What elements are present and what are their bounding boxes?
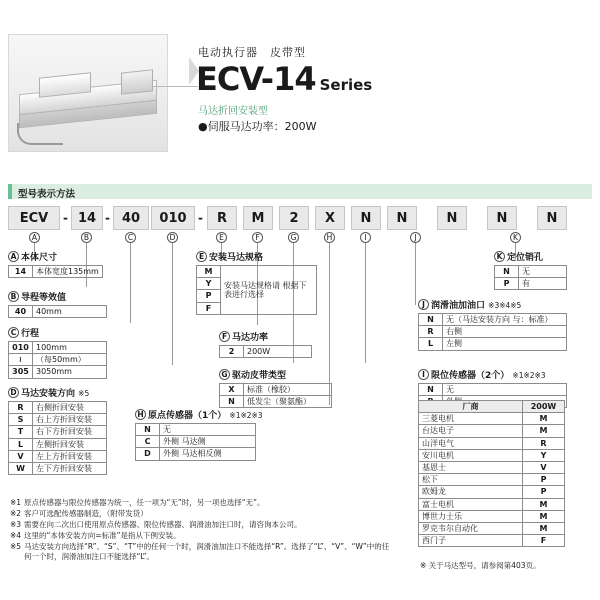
col-header-maker: 厂商 xyxy=(419,401,523,413)
table-body-size xyxy=(8,265,103,278)
badge-e: E xyxy=(196,251,207,262)
cell-desc: 标准（橡胶） xyxy=(244,384,332,396)
table-row xyxy=(220,396,332,408)
badge-b: B xyxy=(8,291,19,302)
code-cell-lead: 40 xyxy=(113,206,149,230)
block-f-title: 马达功率 xyxy=(232,333,269,343)
cell-code: M xyxy=(523,425,565,437)
table-grease-port xyxy=(418,313,567,351)
table-row xyxy=(136,436,256,448)
table-row xyxy=(419,338,567,350)
cell-code: M xyxy=(523,413,565,425)
table-row xyxy=(419,384,567,396)
code-key-a: A xyxy=(29,232,40,243)
block-j-note: ※3※4※5 xyxy=(488,301,522,310)
cell-desc: 无（马达安装方向 与：标准） xyxy=(443,314,567,326)
table-row xyxy=(9,426,107,438)
table-row xyxy=(419,535,565,547)
cell-code: P xyxy=(523,486,565,498)
table-maker-list xyxy=(418,400,565,547)
table-row xyxy=(495,278,567,290)
footnote-text: 客户可选配传感器制造，（附带发货） xyxy=(24,508,148,518)
table-row xyxy=(419,522,565,534)
code-cell-grease-port: N xyxy=(437,206,467,230)
cell-code: F xyxy=(523,535,565,547)
cell-code: 14 xyxy=(9,266,33,278)
block-d-note: ※5 xyxy=(78,389,90,398)
cell-desc: 左侧 xyxy=(443,338,567,350)
block-motor-direction xyxy=(8,386,107,475)
block-h-note: ※1※2※3 xyxy=(229,411,263,420)
cell-code: V xyxy=(9,450,33,462)
table-header-row xyxy=(419,401,565,413)
code-cell-size: 14 xyxy=(71,206,103,230)
cell-desc: 右侧折回安装 xyxy=(33,402,107,414)
block-maker-list xyxy=(418,400,565,547)
block-k-title: 定位销孔 xyxy=(507,253,544,263)
cell-desc: 外侧 马达相反侧 xyxy=(160,448,256,460)
code-key-d: D xyxy=(167,232,178,243)
cell-desc: （每50mm） xyxy=(33,354,107,366)
table-row xyxy=(9,266,103,278)
badge-k: K xyxy=(494,251,505,262)
cell-code: N xyxy=(419,384,443,396)
code-key-j: J xyxy=(410,232,421,243)
actuator-motor-block xyxy=(121,69,153,94)
header-subtitle: 电动执行器 皮带型 xyxy=(198,46,306,59)
code-cell-pin-hole: N xyxy=(537,206,567,230)
connector-j xyxy=(415,243,416,305)
cell-code: W xyxy=(9,462,33,474)
cell-code: F xyxy=(197,302,221,314)
model-code-keys xyxy=(8,232,592,246)
cell-code: Y xyxy=(197,278,221,290)
cell-code: R xyxy=(523,437,565,449)
page-header xyxy=(0,0,600,172)
footnote-3 xyxy=(10,520,390,531)
block-c-title: 行程 xyxy=(21,329,40,339)
footnote-mark: ※4 xyxy=(10,530,22,540)
footnote-mark: ※1 xyxy=(10,498,22,507)
code-cell-limit-sensor: N xyxy=(387,206,417,230)
table-row xyxy=(419,437,565,449)
cell-code: 305 xyxy=(9,366,33,378)
page-title-series: Series xyxy=(319,76,373,94)
table-row xyxy=(419,498,565,510)
cell-desc: 安装马达规格请 根据下表进行选择 xyxy=(221,266,317,315)
code-key-e: E xyxy=(216,232,227,243)
cell-code: L xyxy=(9,438,33,450)
block-g-title: 驱动皮带类型 xyxy=(232,371,287,381)
table-row xyxy=(419,449,565,461)
block-body-size xyxy=(8,250,103,278)
block-d-title: 马达安装方向 xyxy=(21,389,76,399)
cell-code: R xyxy=(419,326,443,338)
code-cell-motor-spec: M xyxy=(243,206,273,230)
page-title-main: ECV-14 xyxy=(196,60,316,98)
code-cell-belt: X xyxy=(315,206,345,230)
cell-desc: 40mm xyxy=(33,306,107,318)
code-cell-ecv: ECV xyxy=(8,206,60,230)
table-row xyxy=(9,354,107,366)
table-row xyxy=(9,306,107,318)
cell-maker: 山洋电气 xyxy=(419,437,523,449)
table-row xyxy=(419,474,565,486)
connector-i xyxy=(365,243,366,363)
table-row xyxy=(419,326,567,338)
badge-j: J xyxy=(418,299,429,310)
cell-maker: 松下 xyxy=(419,474,523,486)
cell-code: N xyxy=(220,396,244,408)
table-pin-hole xyxy=(494,265,567,290)
cell-desc: 无 xyxy=(443,384,567,396)
cell-desc: 右上方折回安装 xyxy=(33,414,107,426)
block-j-title: 润滑油加油口 xyxy=(431,301,486,311)
cell-maker: 博世力士乐 xyxy=(419,510,523,522)
badge-g: G xyxy=(219,369,230,380)
table-row xyxy=(419,314,567,326)
connector-c xyxy=(130,243,131,323)
code-key-k: K xyxy=(510,232,521,243)
code-cell-motor-power: 2 xyxy=(279,206,309,230)
cell-desc: 无 xyxy=(519,266,567,278)
table-row xyxy=(220,346,312,358)
cell-code: L xyxy=(419,338,443,350)
cell-code: N xyxy=(136,424,160,436)
cell-maker: 基恩士 xyxy=(419,461,523,473)
footnote-text: 原点传感器与限位传感器为统一，任一项为“无”时，另一项也选择“无”。 xyxy=(24,498,265,507)
cell-maker: 三菱电机 xyxy=(419,413,523,425)
table-stroke xyxy=(8,341,107,379)
block-lead xyxy=(8,290,107,318)
footnote-mark: ※5 xyxy=(10,541,22,551)
block-i-title: 限位传感器（2个） xyxy=(431,371,510,381)
table-belt-type xyxy=(219,383,332,408)
code-key-f: F xyxy=(252,232,263,243)
table-row xyxy=(9,438,107,450)
cell-code: C xyxy=(136,436,160,448)
code-key-c: C xyxy=(125,232,136,243)
code-key-i: I xyxy=(360,232,371,243)
block-stroke xyxy=(8,326,107,379)
cell-desc: 右侧 xyxy=(443,326,567,338)
cell-desc: 3050mm xyxy=(33,366,107,378)
cell-code: N xyxy=(495,266,519,278)
footnote-mark: ※2 xyxy=(10,508,22,518)
badge-h: H xyxy=(135,409,146,420)
cell-code: R xyxy=(9,402,33,414)
block-motor-spec xyxy=(196,250,317,315)
cell-code: M xyxy=(523,522,565,534)
page-title xyxy=(196,60,372,98)
cell-code: X xyxy=(220,384,244,396)
cell-maker: 西门子 xyxy=(419,535,523,547)
cell-code: Y xyxy=(523,449,565,461)
table-motor-power xyxy=(219,345,312,358)
block-i-note: ※1※2※3 xyxy=(512,371,546,380)
code-cell-home-sensor: N xyxy=(351,206,381,230)
cell-maker: 安川电机 xyxy=(419,449,523,461)
footnote-text: 马达安装方向选择“R”、“S”、“T”中的任何一个时，润滑油加注口不能选择“R”。选择了“L”、“V”、“W”中的任何一个时，润滑油加注口不能选择“L”。 xyxy=(24,541,390,562)
block-home-sensor xyxy=(135,408,263,461)
cell-maker: 罗克韦尔自动化 xyxy=(419,522,523,534)
table-row xyxy=(419,461,565,473)
table-row xyxy=(9,462,107,474)
footnote-4 xyxy=(10,531,390,542)
cell-desc: 有 xyxy=(519,278,567,290)
cell-code: 010 xyxy=(9,342,33,354)
cell-code: D xyxy=(136,448,160,460)
cell-desc: 左上方折回安装 xyxy=(33,450,107,462)
code-dash-2: - xyxy=(105,211,110,225)
table-row xyxy=(197,266,317,278)
cell-code: M xyxy=(523,498,565,510)
code-key-g: G xyxy=(288,232,299,243)
badge-i: I xyxy=(418,369,429,380)
code-key-h: H xyxy=(324,232,335,243)
cell-desc: 低发尘（聚氨酯） xyxy=(244,396,332,408)
block-h-title: 原点传感器（1个） xyxy=(148,411,227,421)
table-row xyxy=(419,510,565,522)
footnote-text: 需要在向二次出口使用原点传感器、限位传感器、润滑油加注口时，请咨询本公司。 xyxy=(24,519,302,529)
block-e-title: 安装马达规格 xyxy=(209,253,264,263)
table-row xyxy=(220,384,332,396)
footnotes xyxy=(10,498,390,563)
table-lead xyxy=(8,305,107,318)
cell-maker: 台达电子 xyxy=(419,425,523,437)
cell-desc: 左下方折回安装 xyxy=(33,462,107,474)
cell-code: ≀ xyxy=(9,354,33,366)
block-belt-type xyxy=(219,368,332,408)
table-row xyxy=(9,366,107,378)
code-dash-1: - xyxy=(63,211,68,225)
block-pin-hole xyxy=(494,250,567,290)
cell-desc: 本体宽度135mm xyxy=(33,266,103,278)
footnote-mark: ※3 xyxy=(10,519,22,529)
cell-desc: 左侧折回安装 xyxy=(33,438,107,450)
table-row xyxy=(136,424,256,436)
badge-a: A xyxy=(8,251,19,262)
product-photo xyxy=(8,34,168,152)
table-motor-direction xyxy=(8,401,107,475)
block-motor-power xyxy=(219,330,312,358)
footnote-2 xyxy=(10,509,390,520)
block-b-title: 导程等效值 xyxy=(21,293,67,303)
code-dash-3: - xyxy=(198,211,203,225)
cell-code: N xyxy=(419,314,443,326)
table-motor-spec xyxy=(196,265,317,315)
cell-desc: 200W xyxy=(244,346,312,358)
table-row xyxy=(9,342,107,354)
block-a-title: 本体尺寸 xyxy=(21,253,58,263)
cell-code: T xyxy=(9,426,33,438)
cell-code: P xyxy=(523,474,565,486)
cell-code: S xyxy=(9,414,33,426)
model-code-row xyxy=(8,206,592,230)
cell-code: 40 xyxy=(9,306,33,318)
table-home-sensor xyxy=(135,423,256,461)
cell-code: V xyxy=(523,461,565,473)
block-grease-port xyxy=(418,298,567,351)
cell-code: P xyxy=(495,278,519,290)
cell-desc: 100mm xyxy=(33,342,107,354)
actuator-cable xyxy=(17,123,63,145)
table-row xyxy=(495,266,567,278)
table-row xyxy=(419,486,565,498)
cell-maker: 富士电机 xyxy=(419,498,523,510)
cell-desc: 右下方折回安装 xyxy=(33,426,107,438)
code-cell-motor-dir: R xyxy=(207,206,237,230)
connector-d xyxy=(172,243,173,365)
cell-desc: 外侧 马达侧 xyxy=(160,436,256,448)
cell-maker: 欧姆龙 xyxy=(419,486,523,498)
table-row xyxy=(9,402,107,414)
cell-code: 2 xyxy=(220,346,244,358)
footer-reference: ※ 关于马达型号，请参阅第403页。 xyxy=(420,561,541,570)
cell-desc: 无 xyxy=(160,424,256,436)
cell-code: P xyxy=(197,290,221,302)
leader-arrow xyxy=(152,86,198,87)
badge-d: D xyxy=(8,387,19,398)
section-bar-label: 型号表示方法 xyxy=(18,189,76,200)
header-power-line: ●伺服马达功率：200W xyxy=(198,120,317,133)
header-green-line: 马达折回安装型 xyxy=(198,106,268,117)
badge-f: F xyxy=(219,331,230,342)
cell-code: M xyxy=(523,510,565,522)
table-row xyxy=(9,450,107,462)
table-row xyxy=(9,414,107,426)
section-bar xyxy=(8,184,592,199)
footnote-5 xyxy=(10,542,390,564)
code-cell-stroke: 010 xyxy=(151,206,195,230)
col-header-power: 200W xyxy=(523,401,565,413)
table-row xyxy=(419,425,565,437)
badge-c: C xyxy=(8,327,19,338)
footnote-1 xyxy=(10,498,390,509)
code-cell-reserved: N xyxy=(487,206,517,230)
table-row xyxy=(136,448,256,460)
code-key-b: B xyxy=(81,232,92,243)
table-row xyxy=(419,413,565,425)
footnote-text: 这里的“本体安装方向=标准”是指从下例安装。 xyxy=(24,530,181,540)
cell-code: M xyxy=(197,266,221,278)
